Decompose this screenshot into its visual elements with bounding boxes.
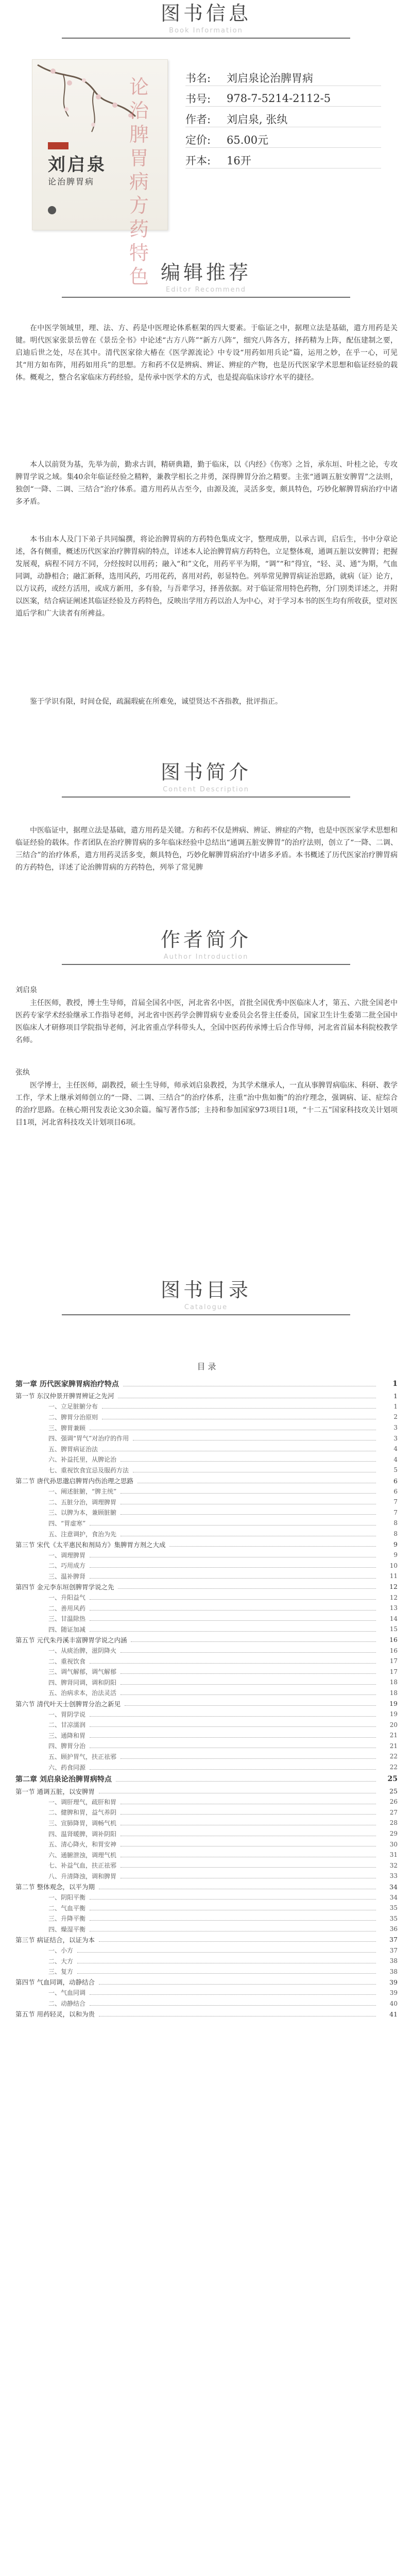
toc-label: 二、大方 [48,1957,75,1965]
section-subtitle: Editor Recommend [166,286,246,294]
toc-page-number: 7 [378,1498,398,1505]
spacer [185,127,381,131]
toc-chapter [15,1377,398,1391]
toc-label: 第五节 元代朱丹溪丰富脾胃学说之内涵 [15,1635,129,1645]
toc-label: 五、注意调护，食治为先 [48,1530,118,1538]
book-info-label: 书号: [185,92,211,105]
toc-leader-dots [90,1716,376,1717]
toc-label: 第三节 病证结合，以证为本 [15,1935,97,1944]
toc-page-number: 39 [378,1989,398,1996]
toc-section [15,1476,398,1486]
toc-page-number: 1 [378,1392,398,1400]
toc-page-number: 8 [378,1519,398,1527]
toc-label: 第三节 宋代《太平惠民和剂局方》集脾胃方剂之大成 [15,1540,167,1549]
cover-author: 刘启泉 [48,155,107,175]
section-header-toc [0,1278,412,1315]
toc-leader-dots [90,1663,376,1664]
section-title: 作者简介 [160,928,251,951]
toc-page-number: 4 [378,1456,398,1463]
toc-subsection [15,1624,398,1635]
toc-leader-dots [90,1737,376,1738]
author-name: 刘启泉 [15,986,37,994]
book-info-row [185,70,381,86]
toc-page-number: 2 [378,1413,398,1420]
toc-leader-dots [90,1920,376,1921]
toc-page-number: 9 [378,1540,398,1548]
editor-paragraph: 在中医学领域里，理、法、方、药是中医理论体系框架的四大要素。于临证之中，据理立法是基础，遣方用药是关键。明代医家张景岳曾在《景岳全书》中论述“古方八阵”“新方八阵”，细究八阵各方，择药精为上阵，配伍建制之要，启迪后世之处，尽在其中。清代医家徐大椿在《医学源流论》中专设“用药如用兵论”篇，运用之妙，在乎一心，可见其“用方如布阵，用药如用兵”的思想。方和药不仅是辨病、辨证、辨症的产物，也是历代医家学术思想和临证经验的载体。概观之，整合名家临床方药经验，是传承中医学术的方式，也是提高临床诊疗水平的捷径。 [15,324,398,382]
section-subtitle: Catalogue [184,1303,228,1311]
toc-label: 一、立足脏腑分布 [48,1402,100,1411]
toc-subsection [15,1828,398,1839]
toc-subsection [15,1444,398,1454]
toc-section [15,1882,398,1892]
toc-chapter [15,1772,398,1786]
editor-paragraph: 本人以前贤为基，先举为前，勤求古训，精研典籍，勤于临床，以《内经》《伤寒》之旨，承东垣、叶桂之论，专攻脾胃学说之域。集40余年临证经验之精粹，兼教学相长之井勇，深得脾胃分治之精要。主张“通调五脏安脾胃”之法则，独创“一降、二调、三结合”治疗体系。遣方用药从古至今，由源及流，灵活多变，颇具特色，巧妙化解脾胃病治疗中诸多矛盾。 [15,461,398,506]
toc-subsection [15,1677,398,1688]
editor-paragraph: 鉴于学识有限，时间仓促，疏漏瑕疵在所难免，诚望贤达不吝指教，批评指正。 [30,698,282,706]
toc-label: 三、甘温除热 [48,1614,88,1623]
book-info-row [185,152,381,168]
toc-subsection [15,1751,398,1762]
book-info-list [185,70,381,173]
spacer [185,168,381,173]
toc-label: 二、健脾和胃，益气养阴 [48,1808,118,1817]
toc-leader-dots [121,1867,376,1868]
toc-page-number: 29 [378,1830,398,1837]
author-bio: 医学博士，主任医师，副教授，硕士生导师，师承刘启泉教授，为其学术继承人，一直从事脾胃病临床、科研、教学工作，学术上继承刘师创立的“一降、二调、三结合”的治疗体系，注重“治中焦如衡”的治疗理念，强调病、证、症综合的治疗思路。在核心期刊发表论文30余篇。编写著作5部；主持和参加国家973项目1项，“十二五”国家科技攻关计划项目1项，河北省科技攻关计划项目6项。 [15,1081,398,1127]
toc-label: 一、调肝理气，疏肝和胃 [48,1798,118,1806]
toc-subsection [15,1850,398,1860]
toc-subsection [15,1956,398,1967]
toc-subsection [15,1945,398,1956]
toc-leader-dots [116,1781,376,1782]
toc-page-number: 38 [378,1957,398,1964]
toc-subsection [15,1433,398,1444]
toc-label: 七、补益气血，扶正祛邪 [48,1861,118,1870]
toc-page-number: 18 [378,1679,398,1686]
toc-leader-dots [121,1758,376,1759]
book-info-row [185,90,381,106]
toc-subsection [15,1797,398,1807]
toc-page-number: 7 [378,1509,398,1516]
toc-label: 四、强调“胃气”对治疗的作用 [48,1434,131,1443]
toc-page-number: 20 [378,1721,398,1728]
toc-leader-dots [90,1578,376,1579]
section-subtitle: Author Introduction [163,953,249,961]
toc-page-number: 12 [378,1594,398,1601]
toc-page-number: 25 [378,1775,398,1783]
toc-page-number: 25 [378,1787,398,1795]
toc-leader-dots [90,2005,376,2006]
section-divider [62,964,350,965]
toc-leader-dots [99,1941,376,1942]
toc-label: 二、善用风药 [48,1604,88,1613]
toc-subsection [15,1741,398,1752]
section-title: 图书简介 [160,761,251,784]
toc-label: 一、阐述脏腑，“脾主统” [48,1487,118,1496]
book-info-value: 65.00元 [227,133,269,146]
toc-subsection [15,1561,398,1571]
toc-label: 一、阴阳平衡 [48,1893,88,1902]
toc-page-number: 37 [378,1936,398,1943]
table-of-contents [15,1360,398,2019]
book-info-value: 刘启泉, 张纨 [227,113,288,126]
toc-page-number: 16 [378,1636,398,1643]
toc-label: 第一章 历代医家脾胃病治疗特点 [15,1379,121,1389]
toc-subsection [15,1688,398,1699]
section-title: 编辑推荐 [160,261,251,284]
toc-label: 三、升降平衡 [48,1914,88,1923]
toc-page-number: 6 [378,1477,398,1485]
toc-page-number: 10 [378,1562,398,1569]
book-info-value: 刘启泉论治脾胃病 [227,72,313,84]
toc-page-number: 16 [378,1647,398,1654]
toc-subsection [15,1709,398,1720]
toc-section [15,1698,398,1709]
author-name: 张纨 [15,1069,30,1077]
editor-paragraph: 本书由本人及门下弟子共同编撰，将论治脾胃病的方药特色集成文字，整理成册，以承古训，启后生，书中分章论述，各有侧重，概述历代医家治疗脾胃病的特点，详述本人论治脾胃病方药特色，立足整体观，通调五脏以安脾胃；把握发展观，病程不同方不同，分经按时以用药；融入“和”文化，用药平平为期，“调”“和”得宜，“轻、灵、通”为期，气血同调，动静相合；融汇新释，选用风药，巧用花药，喜用对药，彰显特色。列举常见脾胃病证治思路，就病（证）论方，以方议药，或经方活用，或成方新用，多有验，与吾辈学习，择善依据。对于临证常用特色药物，分门别类详述之，并附以医案，结合病证阐述其临证经验及方药特色，反映出学用方药以治人为中心，对于学习本书的医生均有所收获，望对医道后学和广大读者有所裨益。 [15,535,398,618]
toc-subsection [15,1892,398,1903]
section-header-editor-recommend [0,260,412,298]
toc-label: 第二节 唐代孙思邈启脾胃内伤治理之思路 [15,1476,135,1485]
toc-leader-dots [121,1694,376,1695]
toc-page-number: 27 [378,1809,398,1816]
toc-label: 五、脾胃病证治法 [48,1445,100,1453]
toc-subsection [15,1871,398,1882]
toc-page-number: 6 [378,1488,398,1495]
toc-label: 第一节 东汉仲景开脾胃辨证之先河 [15,1391,116,1400]
toc-subsection [15,1645,398,1656]
toc-label: 四、随证加减 [48,1625,88,1634]
toc-page-number: 17 [378,1657,398,1665]
toc-subsection [15,1465,398,1476]
toc-label: 二、动静结合 [48,1999,88,2008]
section-divider [62,796,350,798]
cover-vertical-title: 论治脾胃病方药特色 [129,76,149,288]
section-divider [62,38,350,39]
section-subtitle: Content Description [163,786,249,793]
toc-label: 二、甘凉濡润 [48,1720,88,1729]
toc-page-number: 22 [378,1764,398,1771]
toc-label: 三、通降和胃 [48,1731,88,1740]
toc-leader-dots [77,1973,376,1974]
toc-page-number: 38 [378,1968,398,1975]
toc-label: 六、药食同源 [48,1763,88,1772]
toc-subsection [15,1988,398,1998]
toc-page-number: 4 [378,1445,398,1452]
toc-label: 五、顾护胃气，扶正祛邪 [48,1752,118,1761]
spacer [185,148,381,152]
toc-subsection [15,1666,398,1677]
toc-label: 第一节 通调五脏，以安脾胃 [15,1787,97,1796]
toc-section [15,1635,398,1646]
toc-section [15,1977,398,1988]
toc-subsection [15,1719,398,1730]
toc-label: 四、脾肾同调，调和阴阳 [48,1678,118,1687]
toc-page-number: 34 [378,1894,398,1901]
toc-page-number: 18 [378,1689,398,1697]
toc-page-number: 35 [378,1904,398,1911]
toc-subsection [15,1507,398,1518]
toc-page-number: 28 [378,1819,398,1826]
toc-subsection [15,1839,398,1850]
toc-subsection [15,1422,398,1433]
toc-page-number: 19 [378,1700,398,1707]
toc-page-number: 32 [378,1862,398,1869]
toc-subsection [15,1818,398,1828]
toc-leader-dots [102,1408,376,1409]
toc-leader-dots [121,1493,376,1494]
toc-leader-dots [77,1952,376,1953]
toc-label: 四、“胃虚寒” [48,1519,88,1528]
toc-page-number: 37 [378,1947,398,1954]
toc-label: 三、宣肺降胃，调畅气机 [48,1819,118,1827]
toc-subsection [15,1592,398,1603]
toc-label: 第四节 气血同调，动静结合 [15,1977,97,1987]
toc-subsection [15,1571,398,1582]
book-info-row [185,111,381,127]
toc-subsection [15,1730,398,1741]
toc-page-number: 1 [378,1380,398,1388]
toc-label: 五、治病求本，治法灵活 [48,1688,118,1697]
section-subtitle: Book Information [169,27,243,35]
toc-subsection [15,1924,398,1935]
toc-label: 一、调理脾胃 [48,1551,88,1560]
toc-subsection [15,1807,398,1818]
book-info-label: 书名: [185,72,211,84]
toc-page-number: 26 [378,1798,398,1805]
toc-page-number: 17 [378,1668,398,1675]
toc-subsection [15,1998,398,2009]
toc-label: 二、巧用成方 [48,1561,88,1570]
toc-subsection [15,1903,398,1913]
toc-label: 二、五脏分治，调理脾胃 [48,1498,118,1506]
toc-label: 一、从痰治脾，滋阴降火 [48,1646,118,1655]
toc-label: 三、调气解郁，调气解郁 [48,1667,118,1676]
toc-label: 五、清心降火，和胃安神 [48,1840,118,1849]
section-header-book-info [0,1,412,39]
toc-leader-dots [90,1994,376,1995]
toc-subsection [15,1860,398,1871]
toc-label: 一、小方 [48,1946,75,1955]
toc-leader-dots [90,1567,376,1568]
toc-label: 一、升阳益气 [48,1593,88,1602]
toc-page-number: 31 [378,1851,398,1858]
toc-page-number: 22 [378,1753,398,1760]
section-header-author-intro [0,927,412,965]
section-divider [62,1314,350,1315]
toc-page-number: 30 [378,1841,398,1848]
toc-label: 二、气血平衡 [48,1904,88,1912]
toc-leader-dots [169,1546,376,1547]
toc-page-number: 8 [378,1530,398,1537]
toc-label: 六、通腑泄浊，调理气机 [48,1851,118,1859]
toc-section [15,1786,398,1797]
section-title: 图书信息 [160,2,251,25]
toc-subsection [15,1454,398,1465]
toc-subsection [15,1497,398,1507]
toc-leader-dots [121,1814,376,1815]
toc-page-number: 3 [378,1424,398,1431]
author-bio: 主任医师，教授，博士生导师，首届全国名中医，河北省名中医，首批全国优秀中医临床人才，第五、六批全国老中医药专家学术经验继承工作指导老师，河北省中医药学会脾胃病专业委员会名誉主任委员，国家卫生计生委第二批全国中医临床人才研修项目学院指导老师，河北省重点学科带头人，全国中医药传承博士后合作导师，河北省首届本科院校教学名师。 [15,999,398,1044]
toc-label: 第五节 用药轻灵，以和为贵 [15,2009,97,2019]
toc-subsection [15,1518,398,1529]
toc-page-number: 3 [378,1435,398,1442]
toc-leader-dots [125,1705,376,1706]
toc-leader-dots [118,1588,376,1589]
cover-book-title: 论治脾胃病 [48,177,95,187]
toc-subsection [15,1550,398,1561]
toc-leader-dots [90,1525,376,1526]
toc-label: 一、气血同调 [48,1988,88,1997]
toc-subsection [15,1762,398,1773]
toc-label: 第四节 金元李东垣创脾胃学说之先 [15,1582,116,1591]
book-info-value: 16开 [227,154,251,167]
toc-label: 三、温补脾肾 [48,1572,88,1581]
toc-page-number: 33 [378,1872,398,1879]
toc-leader-dots [121,1673,376,1674]
toc-page-number: 19 [378,1710,398,1718]
toc-subsection [15,1966,398,1977]
toc-subsection [15,1603,398,1614]
toc-label: 六、补益托里，从脾论治 [48,1455,118,1464]
toc-leader-dots [90,1610,376,1611]
section-header-book-intro [0,760,412,798]
toc-leader-dots [90,1769,376,1770]
toc-subsection [15,1486,398,1497]
toc-page-number: 35 [378,1915,398,1922]
toc-page-number: 1 [378,1403,398,1410]
intro-paragraph: 中医临证中，据理立法是基础，遣方用药是关键。方和药不仅是辨病、辨证、辨症的产物，也是中医医家学术思想和临证经验的载体。作者团队在治疗脾胃病的多年临床经验中总结出“通调五脏安脾胃”的治疗法则，创立了“一降、二调、三结合”的治疗体系，遣方用药灵活多变，颇具特色，巧妙化解脾胃病治疗中诸多矛盾。本书概述了历代医家治疗脾胃病的方药特色，详述了论治脾胃病的方药特色，列举了常见脾 [15,826,398,872]
toc-subsection [15,1401,398,1412]
toc-section [15,1391,398,1401]
toc-label: 一、胃阴学说 [48,1710,88,1719]
toc-leader-dots [90,1599,376,1600]
toc-page-number: 21 [378,1732,398,1739]
book-info-value: 978-7-5214-2112-5 [227,92,331,105]
toc-label: 二、重视饮食 [48,1657,88,1666]
toc-leader-dots [121,1461,376,1462]
toc-page-number: 14 [378,1615,398,1622]
toc-label: 八、升清降浊，调和脾胃 [48,1872,118,1880]
toc-leader-dots [121,1684,376,1685]
book-info-label: 开本: [185,154,211,167]
toc-leader-dots [90,1726,376,1727]
toc-leader-dots [131,1641,376,1642]
toc-page-number: 15 [378,1625,398,1633]
toc-page-number: 9 [378,1551,398,1558]
book-info-label: 定价: [185,133,211,146]
toc-label: 二、脾胃分治原则 [48,1413,100,1421]
toc-page-number: 36 [378,1925,398,1933]
toc-page-number: 34 [378,1883,398,1891]
toc-page-number: 5 [378,1466,398,1473]
toc-heading: 目 录 [197,1362,216,1371]
book-info-row [185,131,381,147]
toc-label: 第二章 刘启泉论治脾胃病特点 [15,1774,114,1784]
toc-leader-dots [90,1899,376,1900]
toc-leader-dots [90,1620,376,1621]
toc-leader-dots [121,1652,376,1653]
toc-section [15,1935,398,1945]
toc-label: 第二节 整体观念，以平为期 [15,1882,97,1891]
toc-leader-dots [99,1984,376,1985]
toc-subsection [15,1913,398,1924]
toc-page-number: 39 [378,1978,398,1986]
toc-label: 三、复方 [48,1967,75,1976]
toc-label: 七、重视饮食宜忌及服药方法 [48,1466,131,1475]
toc-section [15,1582,398,1592]
section-title: 图书目录 [160,1279,251,1301]
toc-label: 四、燥湿平衡 [48,1925,88,1934]
publisher-logo-icon [48,206,56,214]
toc-page-number: 12 [378,1583,398,1590]
toc-section [15,2009,398,2020]
toc-section [15,1539,398,1550]
toc-page-number: 13 [378,1604,398,1612]
toc-leader-dots [121,1514,376,1515]
toc-label: 三、以脾为本，兼顾脏腑 [48,1508,118,1517]
toc-subsection [15,1613,398,1624]
toc-label: 四、温肾暖脾，调补阴阳 [48,1829,118,1838]
spacer [185,86,381,90]
toc-subsection [15,1656,398,1667]
cover-badge [48,142,68,149]
toc-page-number: 11 [378,1572,398,1580]
toc-subsection [15,1412,398,1422]
toc-label: 第六节 清代叶天士创脾胃分治之新见 [15,1699,123,1708]
toc-page-number: 41 [378,2010,398,2018]
toc-subsection [15,1529,398,1539]
toc-leader-dots [90,1631,376,1632]
toc-label: 四、脾胃分治 [48,1741,88,1750]
toc-page-number: 40 [378,2000,398,2007]
toc-label: 三、脾胃兼顾 [48,1423,88,1432]
book-cover-image [32,59,168,288]
spacer [185,107,381,111]
toc-page-number: 21 [378,1742,398,1750]
section-divider [62,297,350,298]
book-info-label: 作者: [185,113,211,126]
